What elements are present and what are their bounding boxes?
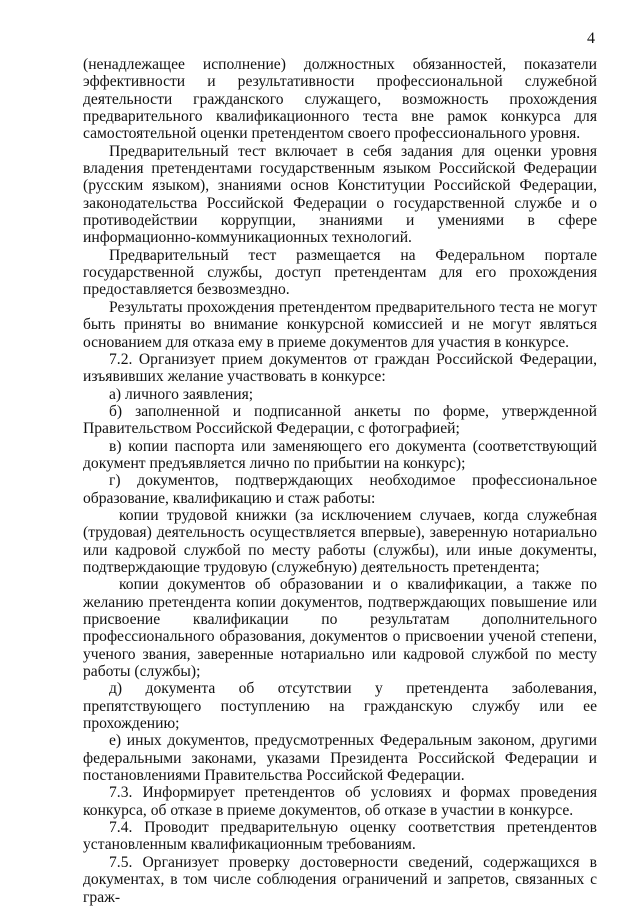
page-number: 4 <box>587 30 595 47</box>
list-item: б) заполненной и подписанной анкеты по форме, утвержденной Правительством Российской Федерации, с фотографией; <box>83 402 597 438</box>
paragraph: Предварительный тест включает в себя задания для оценки уровня владения претендентами государственным языком Российской Федерации (русским языком), знаниями основ Конституции Российской Федерации, законодательства Российской Федерации о государственной службе и о противодействии коррупции, знаниями и умениями в сфере информационно-коммуникационных технологий. <box>83 142 597 247</box>
list-item: д) документа об отсутствии у претендента заболевания, препятствующего поступлению на гражданскую службу или ее прохождению; <box>83 680 597 733</box>
paragraph: 7.5. Организует проверку достоверности сведений, содержащихся в документах, в том числе соблюдения ограничений и запретов, связанных с граж- <box>83 853 597 906</box>
paragraph: 7.3. Информирует претендентов об условиях и формах проведения конкурса, об отказе в приеме документов, об отказе в участии в конкурсе. <box>83 784 597 819</box>
document-body <box>83 56 597 906</box>
list-item: в) копии паспорта или заменяющего его документа (соответствующий документ предъявляется лично по прибытии на конкурс); <box>83 437 597 472</box>
list-item: а) личного заявления; <box>109 385 254 403</box>
paragraph: Результаты прохождения претендентом предварительного теста не могут быть приняты во внимание конкурсной комиссией и не могут являться основанием для отказа ему в приеме документов для участия в конкурсе. <box>83 298 597 351</box>
list-item: г) документов, подтверждающих необходимое профессиональное образование, квалификацию и стаж работы: <box>83 472 597 507</box>
sub-list-item: копии трудовой книжки (за исключением случаев, когда служебная (трудовая) деятельность осуществляется впервые), заверенную нотариально или кадровой службой по месту работы (службы), или иные документы, подтверждающие трудовую (служебную) деятельность претендента; <box>83 506 597 576</box>
list-item: е) иных документов, предусмотренных Федеральным законом, другими федеральными законами, указами Президента Российской Федерации и постановлениями Правительства Российской Федерации. <box>83 732 597 785</box>
paragraph: Предварительный тест размещается на Федеральном портале государственной службы, доступ претендентам для его прохождения предоставляется безвозмездно. <box>83 246 597 299</box>
paragraph: 7.2. Организует прием документов от граждан Российской Федерации, изъявивших желание участвовать в конкурсе: <box>83 350 597 386</box>
paragraph: 7.4. Проводит предварительную оценку соответствия претендентов установленным квалификационным требованиям. <box>83 819 597 854</box>
sub-list-item: копии документов об образовании и о квалификации, а также по желанию претендента копии документов, подтверждающих повышение или присвоение квалификации по результатам дополнительного профессионального образования, документов о присвоении ученой степени, ученого звания, заверенные нотариально или кадровой службой по месту работы (службы); <box>83 576 597 681</box>
paragraph: (ненадлежащее исполнение) должностных обязанностей, показатели эффективности и результативности профессиональной служебной деятельности гражданского служащего, возможность прохождения предварительного квалификационного теста вне рамок конкурса для самостоятельной оценки претендентом своего профессионального уровня. <box>83 56 597 143</box>
